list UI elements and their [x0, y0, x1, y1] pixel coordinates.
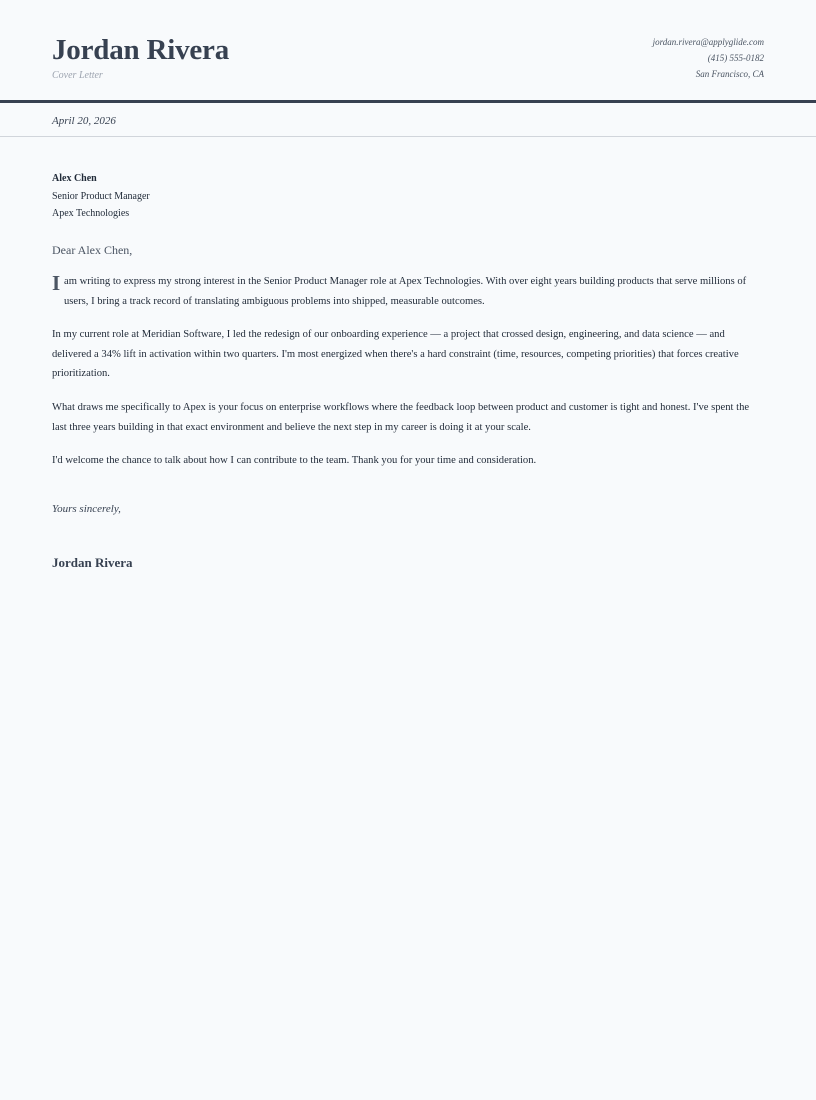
contact-phone: (415) 555-0182: [707, 53, 764, 63]
closing: Yours sincerely,: [52, 503, 121, 515]
recipient-company: Apex Technologies: [52, 208, 130, 219]
contact-email: jordan.rivera@applyglide.com: [652, 37, 764, 47]
header-divider: [0, 100, 816, 103]
drop-cap: I: [52, 271, 61, 295]
body-paragraph-2: In my current role at Meridian Software, I led the redesign of our onboarding experience — a project that crossed design, engineering, and data science — and delivered a 34% lift in activation within two quarters. I'm most energized when there's a hard constraint (time, resources, competing priorities) that forces creative prioritization.: [52, 329, 739, 380]
contact-info: [653, 34, 764, 82]
recipient-name: Alex Chen: [52, 173, 97, 184]
body-paragraph-1: [52, 272, 764, 311]
letter-header: [0, 0, 816, 100]
date-divider: [0, 136, 816, 137]
body-paragraph-3: What draws me specifically to Apex is your focus on enterprise workflows where the feedback loop between product and customer is tight and honest. I've spent the last three years building in that exact environment and believe the next step in my career is doing it at your scale.: [52, 402, 750, 433]
letter-date: April 20, 2026: [52, 115, 116, 127]
body-paragraph-4: I'd welcome the chance to talk about how I can contribute to the team. Thank you for your time and consideration.: [52, 455, 537, 466]
document-label: Cover Letter: [52, 70, 103, 81]
signature: Jordan Rivera: [52, 555, 133, 570]
sender-name: Jordan Rivera: [52, 34, 230, 66]
contact-location: San Francisco, CA: [695, 69, 764, 79]
recipient-title: Senior Product Manager: [52, 190, 150, 202]
paragraph-text: am writing to express my strong interest in the Senior Product Manager role at Apex Technologies. With over eight years building products that serve millions of users, I bring a track record of translating ambiguous problems into shipped, measurable outcomes.: [64, 276, 747, 307]
salutation: Dear Alex Chen,: [52, 243, 133, 257]
recipient-block: [52, 170, 150, 223]
